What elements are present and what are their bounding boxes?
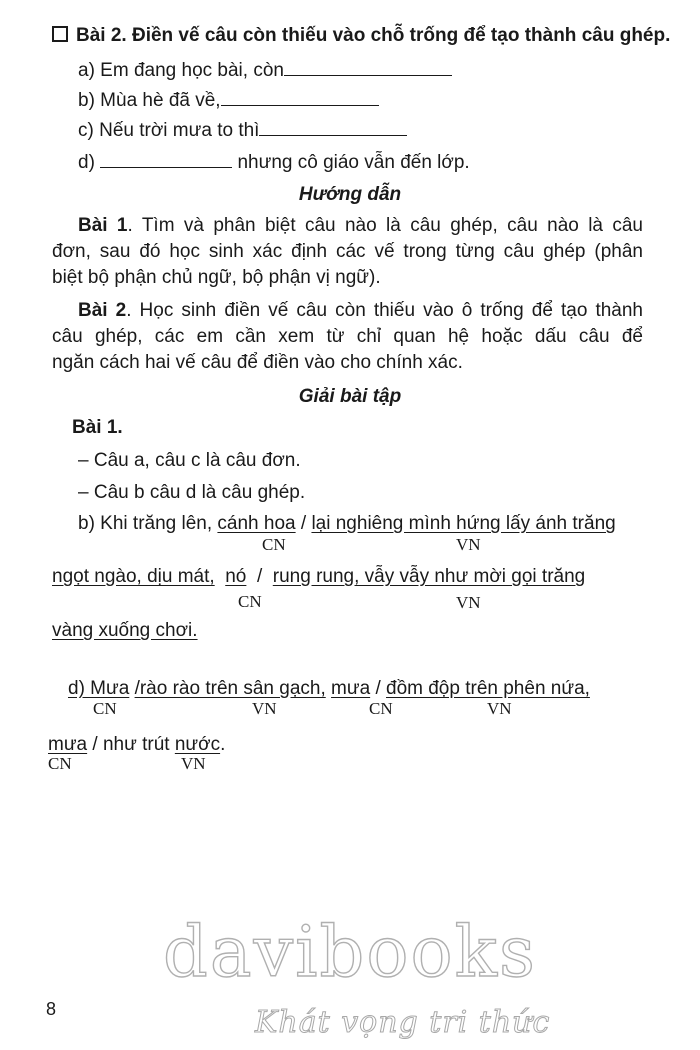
predicate-1: lại nghiêng mình hứng lấy ánh trăng [311,513,616,534]
exercise-item-a: a) Em đang học bài, còn [78,59,452,83]
guide-bai2-line3: ngăn cách hai vế câu để điền vào cho chính xác. [52,352,463,373]
vn-label: VN [181,754,206,773]
cn-label: CN [262,535,286,554]
subject-2: mưa [331,678,371,699]
vn-label: VN [456,535,481,554]
watermark-logo: davibooks [163,911,537,993]
checkbox-icon [52,26,68,42]
vn-label: VN [487,699,512,718]
fill-blank-line [221,89,379,106]
watermark-slogan: Khát vọng tri thức [255,1005,551,1040]
cn-label: CN [48,754,72,773]
fill-blank-line [284,59,452,76]
vn-label: VN [252,699,277,718]
guide-heading: Hướng dẫn [298,184,402,205]
cn-label: CN [238,592,262,611]
sentence-d-line1: d) Mưa /rào rào trên sân gạch, mưa / đồm độp trên phên nứa, [68,678,590,699]
sentence-b-line3 [52,619,198,643]
subject-1: d) Mưa [68,678,130,699]
exercise-item-c: c) Nếu trời mưa to thì [78,119,407,143]
vn-label: VN [456,593,481,612]
predicate-2: rung rung, vẫy vẫy như mời gọi trăng [272,566,586,587]
fill-blank-line [100,151,232,168]
predicate-2: đồm độp trên phên nứa, [386,678,590,699]
solution-bai1-label: Bài 1. [72,417,123,438]
guide-bai1-line2: đơn, sau đó học sinh xác định các vế trong từng câu ghép (phân [52,241,643,262]
predicate-2-cont: vàng xuống chơi. [52,620,198,641]
guide-bai2-line2: câu ghép, các em cần xem từ chỉ quan hệ hoặc dấu câu để [52,326,643,347]
cn-label: CN [93,699,117,718]
cn-label: CN [369,699,393,718]
predicate-3: nước [174,734,221,755]
solution-line-2: – Câu b câu d là câu ghép. [78,482,306,503]
subject-2: nó [225,566,247,587]
predicate-1-cont: ngọt ngào, dịu mát, [52,566,215,587]
sentence-b-line1: b) Khi trăng lên, cánh hoa / lại nghiêng mình hứng lấy ánh trăng [78,513,616,534]
exercise-2-title: Bài 2. Điền vế câu còn thiếu vào chỗ trống để tạo thành câu ghép. [52,24,670,48]
solution-heading: Giải bài tập [298,386,402,407]
exercise-item-d: d) nhưng cô giáo vẫn đến lớp. [78,152,470,173]
guide-bai1-line3: biệt bộ phận chủ ngữ, bộ phận vị ngữ). [52,267,381,288]
sentence-d-line2: mưa / như trút nước. [48,734,226,755]
predicate-1: /rào rào trên sân gạch, [134,678,326,699]
solution-line-1: – Câu a, câu c là câu đơn. [78,450,301,471]
fill-blank-line [259,119,407,136]
guide-bai1-line1: Bài 1. Tìm và phân biệt câu nào là câu ghép, câu nào là câu [78,215,643,236]
subject-1: cánh hoa [217,513,296,534]
page-number: 8 [46,999,57,1019]
subject-3: mưa [48,734,88,755]
sentence-b-line2: ngọt ngào, dịu mát, nó / rung rung, vẫy vẫy như mời gọi trăng [52,566,586,587]
guide-bai2-line1: Bài 2. Học sinh điền vế câu còn thiếu vào ô trống để tạo thành [78,300,643,321]
exercise-item-b: b) Mùa hè đã về, [78,89,379,113]
